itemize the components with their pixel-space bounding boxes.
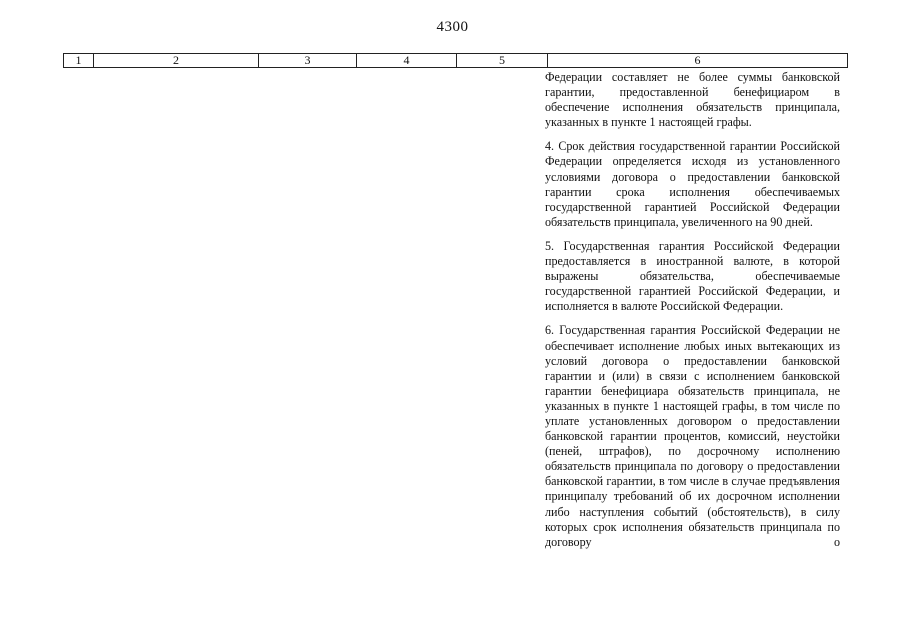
column-number-3: 3 — [259, 54, 357, 68]
paragraph-5: 5. Государственная гарантия Российской Федерации предоставляется в иностранной валюте, в которой выражены обязательства, обеспечиваемые государственной гарантией Российской Федерации, и исполняется в валюте Российской Федерации. — [545, 238, 840, 314]
column-number-6: 6 — [548, 54, 848, 68]
column-number-2: 2 — [94, 54, 259, 68]
paragraph-6: 6. Государственная гарантия Российской Федерации не обеспечивает исполнение любых иных вытекающих из условий договора о предоставлении банковской гарантии и (или) в связи с исполнением банковской гарантии бенефициара обязательств принципала, не указанных в пункте 1 настоящей графы, в том числе по уплате установленных договором о предоставлении банковской гарантии процентов, комиссий, неустойки (пеней, штрафов), по досрочному исполнению обязательств принципала по договору о предоставлении банковской гарантии, в том числе в случае предъявления принципалу требований об их досрочном исполнении либо наступления событий (обстоятельств), в силу которых срок исполнения обязательств принципала по договору о — [545, 323, 840, 549]
column-number-1: 1 — [64, 54, 94, 68]
column-header-row — [63, 53, 848, 68]
paragraph-4: 4. Срок действия государственной гарантии Российской Федерации определяется исходя из установленного условиями договора о предоставлении банковской гарантии срока исполнения обеспечиваемых государственной гарантией Российской Федерации обязательств принципала, увеличенного на 90 дней. — [545, 139, 840, 229]
column-6-text — [545, 70, 840, 559]
page-number: 4300 — [436, 19, 469, 35]
column-number-4: 4 — [357, 54, 457, 68]
paragraph-continuation: Федерации составляет не более суммы банковской гарантии, предоставленной бенефициаром в обеспечение исполнения обязательств принципала, указанных в пункте 1 настоящей графы. — [545, 70, 840, 130]
column-number-5: 5 — [457, 54, 548, 68]
